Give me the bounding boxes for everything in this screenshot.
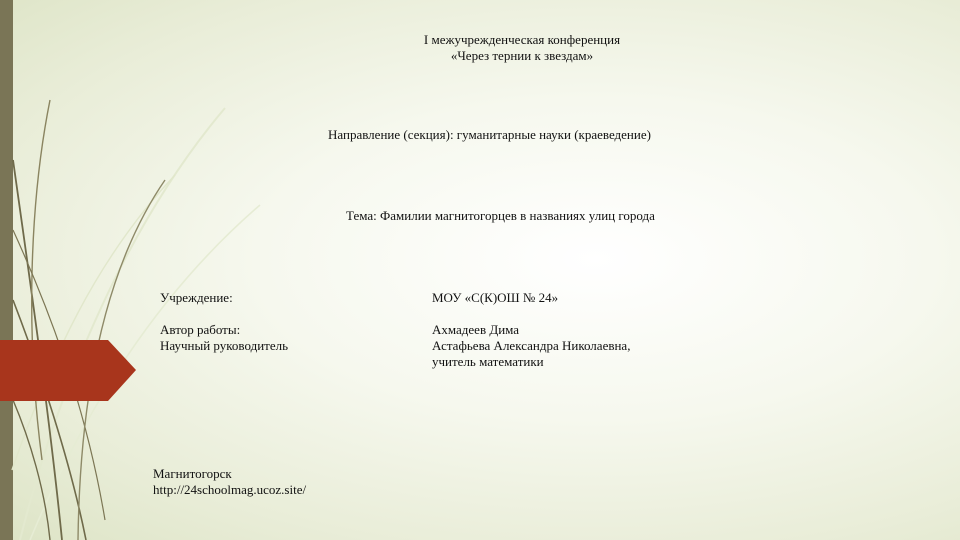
- footer-url: http://24schoolmag.ucoz.site/: [153, 482, 307, 497]
- red-arrow-tab: [0, 340, 136, 401]
- supervisor-value: Астафьева Александра Николаевна,: [432, 338, 631, 353]
- conference-title-line2: «Через тернии к звездам»: [450, 48, 594, 63]
- topic-text: Тема: Фамилии магнитогорцев в названиях улиц города: [346, 208, 655, 223]
- conference-title-line1: I межучрежденческая конференция: [423, 32, 621, 47]
- supervisor-role: учитель математики: [432, 354, 544, 369]
- supervisor-label: Научный руководитель: [160, 338, 289, 353]
- author-value: Ахмадеев Дима: [432, 322, 520, 337]
- institution-label: Учреждение:: [160, 290, 233, 305]
- institution-value: МОУ «С(К)ОШ № 24»: [432, 290, 559, 305]
- footer-city: Магнитогорск: [153, 466, 232, 481]
- author-label: Автор работы:: [160, 322, 241, 337]
- direction-text: Направление (секция): гуманитарные науки (краеведение): [328, 127, 651, 142]
